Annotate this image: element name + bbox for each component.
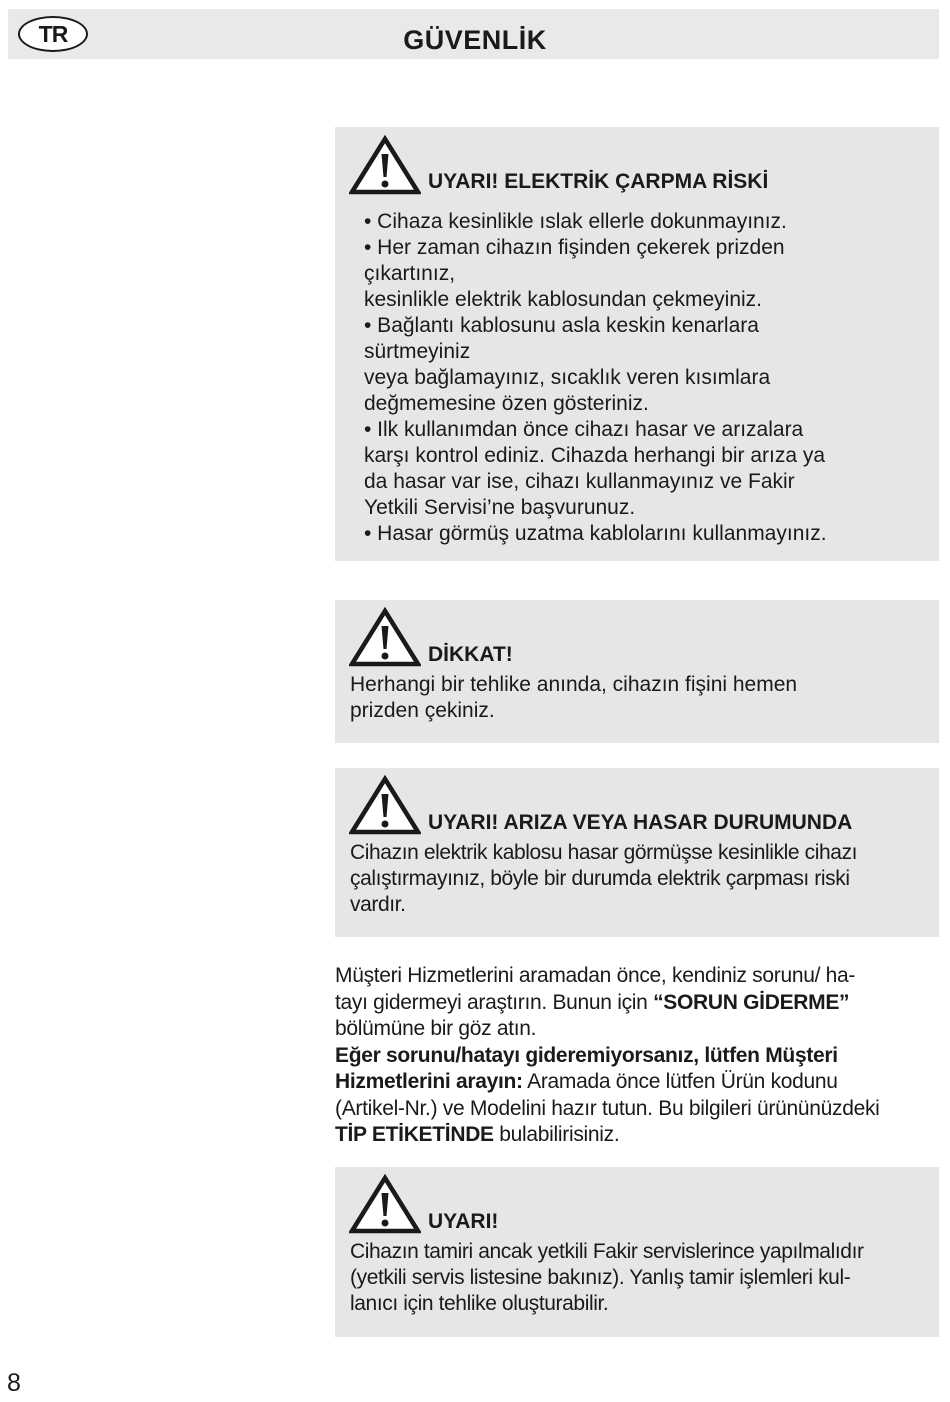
warning-box-repair bbox=[335, 1167, 939, 1337]
text-span: tayı gidermeyi araştırın. Bunun için bbox=[335, 990, 654, 1014]
text-line: lanıcı için tehlike oluşturabilir. bbox=[350, 1292, 609, 1315]
box-heading: UYARI! ARIZA VEYA HASAR DURUMUNDA bbox=[428, 811, 853, 834]
text-line: • Bağlantı kablosunu asla keskin kenarlara bbox=[364, 314, 759, 337]
text-line: kesinlikle elektrik kablosundan çekmeyiniz. bbox=[364, 288, 763, 311]
text-line: vardır. bbox=[350, 893, 406, 916]
box-heading: UYARI! ELEKTRİK ÇARPMA RİSKİ bbox=[428, 170, 769, 193]
text-line: Yetkili Servisi’ne başvurunuz. bbox=[364, 496, 636, 519]
box-body bbox=[350, 672, 797, 724]
text-line: (Artikel-Nr.) ve Modelini hazır tutun. Bu bilgileri ürününüzdeki bbox=[335, 1096, 880, 1120]
caution-box bbox=[335, 600, 939, 743]
text-line: Cihazın tamiri ancak yetkili Fakir servislerince yapılmalıdır bbox=[350, 1240, 864, 1263]
warning-triangle-icon bbox=[349, 1174, 421, 1234]
language-code: TR bbox=[38, 20, 68, 47]
customer-service-info bbox=[335, 963, 935, 1149]
text-line bbox=[335, 1122, 935, 1149]
text-line: sürtmeyiniz bbox=[364, 340, 471, 363]
warning-box-malfunction bbox=[335, 768, 939, 937]
text-line: (yetkili servis listesine bakınız). Yanlış tamir işlemleri kul- bbox=[350, 1266, 851, 1289]
box-heading: DİKKAT! bbox=[428, 643, 513, 666]
type-label-reference: TİP ETİKETİNDE bbox=[335, 1123, 494, 1146]
text-line: karşı kontrol ediniz. Cihazda herhangi bir arıza ya bbox=[364, 444, 826, 467]
troubleshooting-reference: “SORUN GİDERME” bbox=[653, 990, 850, 1014]
text-line: prizden çekiniz. bbox=[350, 699, 495, 722]
text-line: • Hasar görmüş uzatma kablolarını kullanmayınız. bbox=[364, 522, 827, 545]
box-body bbox=[350, 1239, 864, 1317]
text-line bbox=[335, 990, 935, 1017]
text-line: • Cihaza kesinlikle ıslak ellerle dokunmayınız. bbox=[364, 210, 787, 233]
page-title: GÜVENLİK bbox=[403, 25, 547, 55]
text-line: Müşteri Hizmetlerini aramadan önce, kendiniz sorunu/ ha- bbox=[335, 964, 856, 987]
text-line: bölümüne bir göz atın. bbox=[335, 1017, 537, 1040]
warning-triangle-icon bbox=[349, 775, 421, 835]
text-line: değmemesine özen gösteriniz. bbox=[364, 392, 649, 415]
text-line: Herhangi bir tehlike anında, cihazın fişini hemen bbox=[350, 673, 798, 696]
page-number: 8 bbox=[7, 1369, 21, 1397]
warning-triangle-icon bbox=[349, 607, 421, 667]
warning-box-electric-shock bbox=[335, 127, 939, 561]
text-line: Cihazın elektrik kablosu hasar görmüşse kesinlikle cihazı bbox=[350, 841, 858, 864]
text-line: • Ilk kullanımdan önce cihazı hasar ve arızalara bbox=[364, 418, 804, 441]
text-span: Hizmetlerini arayın: bbox=[335, 1070, 523, 1093]
text-line: • Her zaman cihazın fişinden çekerek prizden bbox=[364, 236, 785, 259]
box-heading: UYARI! bbox=[428, 1210, 499, 1233]
text-line: Eğer sorunu/hatayı gideremiyorsanız, lütfen Müşteri bbox=[335, 1043, 838, 1067]
warning-triangle-icon bbox=[349, 135, 421, 195]
box-body bbox=[350, 840, 857, 918]
text-line bbox=[335, 1069, 935, 1096]
box-body bbox=[364, 209, 827, 547]
text-line: da hasar var ise, cihazı kullanmayınız ve Fakir bbox=[364, 470, 795, 493]
text-line: çıkartınız, bbox=[364, 262, 456, 285]
text-line: veya bağlamayınız, sıcaklık veren kısımlara bbox=[364, 366, 771, 389]
text-line: çalıştırmayınız, böyle bir durumda elektrik çarpması riski bbox=[350, 867, 850, 890]
text-span: bulabilirisiniz. bbox=[493, 1123, 620, 1146]
text-span: Aramada önce lütfen Ürün kodunu bbox=[522, 1070, 838, 1093]
